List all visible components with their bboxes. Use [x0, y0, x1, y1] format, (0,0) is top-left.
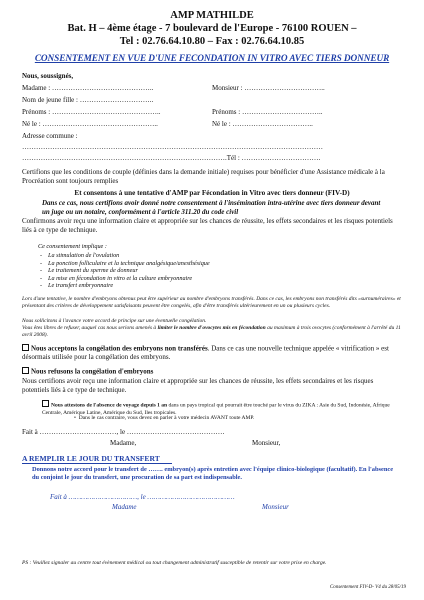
signature-place-date[interactable]: Fait à ……………………………, le …………………………………… — [22, 428, 225, 436]
monsieur-field[interactable]: Monsieur : …………………………….. — [212, 84, 325, 92]
travel-warning: • Dans le cas contraire, vous devez en parler à votre médecin AVANT toute AMP. — [74, 415, 255, 421]
list-item: - La stimulation de l'ovulation — [48, 252, 210, 260]
madame-field[interactable]: Madame : …………………………………….. — [22, 84, 154, 92]
accept-freezing-option[interactable]: Nous acceptons la congélation des embryons non transférés. Dans ce cas une nouvelle technique appelée « vitrification » est désormais utilisée pour la congélation des embryons. — [22, 344, 389, 362]
address-label: Adresse commune : — [22, 132, 78, 140]
refuse-freezing-option[interactable]: Nous refusons la congélation d'embryons — [22, 367, 402, 376]
transfer-monsieur: Monsieur — [262, 503, 289, 511]
org-address: Bat. H – 4ème étage - 7 boulevard de l'Europe - 76100 ROUEN – — [67, 23, 357, 34]
list-item: - Le transfert embryonnaire — [48, 282, 210, 290]
certify-paragraph: Certifions que les conditions de couple (définies dans la demande initiale) requises pour bénéficier d'une Assistance médicale à la Procréation sont toujours remplies — [22, 168, 385, 185]
birthdate-monsieur-field[interactable]: Né le : …………………………….. — [212, 120, 313, 128]
org-phones: Tel : 02.76.64.10.80 – Fax : 02.76.64.10.85 — [119, 36, 305, 47]
address-line-1[interactable]: ………………………………………………………………………………………………………………… — [22, 143, 323, 151]
transfer-heading: A REMPLIR LE JOUR DU TRANSFERT — [22, 454, 160, 463]
travel-checkbox[interactable] — [42, 400, 49, 407]
transfer-heading-underline — [22, 463, 172, 464]
transfer-place-date[interactable]: Fait à ……………………………, le …………………………………… — [50, 493, 235, 501]
form-intro: Nous, soussignés, — [22, 72, 74, 80]
refuse-checkbox[interactable] — [22, 367, 29, 374]
org-name: AMP MATHILDE — [170, 10, 254, 21]
document-title: CONSENTEMENT EN VUE D'UNE FECONDATION IN VITRO AVEC TIERS DONNEUR — [34, 54, 390, 64]
first-names-monsieur-field[interactable]: Prénoms : …………………………….. — [212, 108, 323, 116]
freezing-consent-request: Nous sollicitons à l'avance votre accord de principe sur une éventuelle congélation. — [22, 318, 207, 324]
consent-heading: Et consentons à une tentative d'AMP par Fécondation in Vitro avec tiers donneur (FIV-D) — [74, 189, 350, 197]
freezing-note: Lors d'une tentative, le nombre d'embryons obtenus peut être supérieur au nombre d'embryons transférés. Dans ce cas, les embryons non transférés dits «surnuméraires» et présentant des critères de développement satisfaisants peuvent être congelés, afin d'être transférés ultérieurement en un ou plusieurs cycles. — [22, 296, 401, 309]
refuse-info-paragraph: Nous certifions avoir reçu une information claire et appropriée sur les chances de réussite, les effets secondaires et les risques potentiels liés à ce type de technique. — [22, 377, 374, 394]
maiden-name-field[interactable]: Nom de jeune fille : ………………………….. — [22, 96, 154, 104]
confirm-info-paragraph: Confirmons avoir reçu une information claire et appropriée sur les chances de réussite, les effets secondaires et les risques potentiels liés à ce type de technique. — [22, 217, 393, 234]
transfer-madame: Madame — [112, 503, 137, 511]
travel-attestation[interactable]: Nous attestons de l'absence de voyage depuis 1 an dans un pays tropical qui pourrait être touché par le virus du ZIKA : Asie du Sud, Indonésie, Afrique Centrale, Amérique Latine, Amérique du Sud, Iles tropicales. — [42, 400, 402, 417]
implies-heading: Ce consentement implique : — [38, 243, 107, 250]
list-item: - La ponction folliculaire et la technique analgésique/anesthésique — [48, 260, 210, 268]
first-names-madame-field[interactable]: Prénoms : ……………………………………….. — [22, 108, 161, 116]
transfer-text: Donnons notre accord pour le transfert de ……. embryon(s) après entretien avec l'équipe clinico-biologique (facultatif). En l'absence du conjoint le jour du transfert, une procuration de sa part est indispensable. — [32, 466, 394, 482]
address-phone-line[interactable]: …………………………………………………………………………….Tél : ……………………………. — [22, 154, 321, 162]
implies-list — [38, 252, 210, 290]
list-item: - La mise en fécondation in vitro et la culture embryonnaire — [48, 275, 210, 283]
ps-note: PS : Veuillez signaler au centre tout évènement médical ou tout changement administratif susceptible de retentir sur votre prise en charge. — [22, 560, 327, 566]
list-item: - Le traitement du sperme de donneur — [48, 267, 210, 275]
birthdate-madame-field[interactable]: Né le : ………………………………………….. — [22, 120, 158, 128]
consent-legal-note: Dans ce cas, nous certifions avoir donné notre consentement à l'insémination intra-utérine avec tiers donneur devant un juge ou un notaire, conformément à l'article 311.20 du code civil — [42, 199, 381, 216]
refusal-note: Vous êtes libres de refuser, auquel cas nous serions amenés à limiter le nombre d'ovocytes mis en fécondation au maximum à trois ovocytes (conformément à l'arrêté du 11 avril 2008). — [22, 325, 401, 338]
accept-checkbox[interactable] — [22, 344, 29, 351]
signature-madame: Madame, — [110, 439, 137, 447]
signature-monsieur: Monsieur, — [252, 439, 281, 447]
document-version: Consentement FIV-D- V4 du 28/05/19 — [329, 585, 406, 590]
